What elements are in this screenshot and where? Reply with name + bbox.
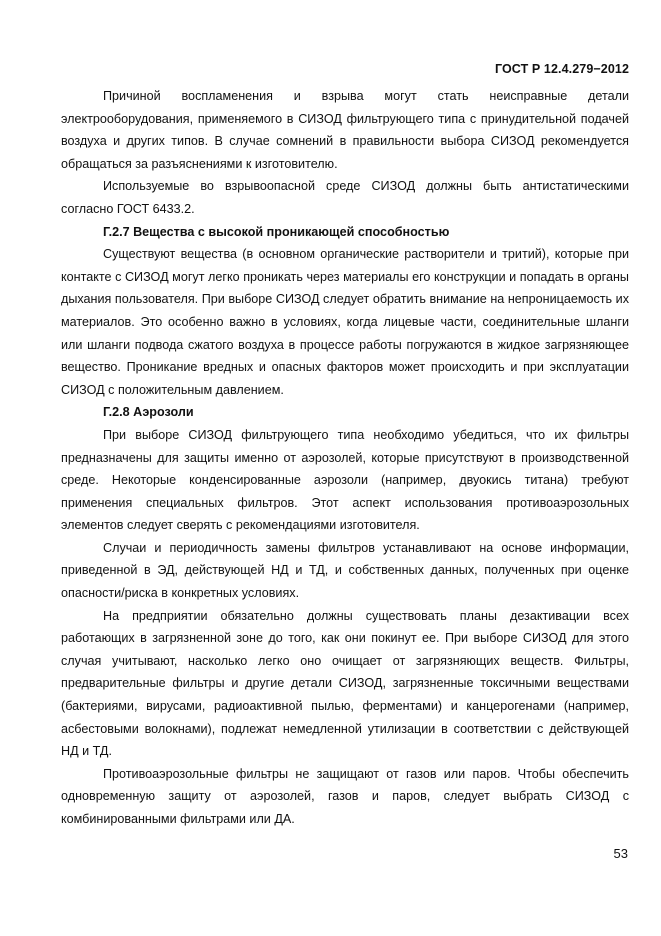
paragraph-decontamination: На предприятии обязательно должны существовать планы дезактивации всех работающих в загрязненной зоне до того, как они покинут ее. При выборе СИЗОД для этого случая учитывают, насколько легко оно очищает от загрязняющих веществ. Фильтры, предварительные фильтры и другие детали СИЗОД, загрязненные токсичными веществами (бактериями, вирусами, радиоактивной пылью, ферментами) и канцерогенами (например, асбестовыми волокнами), подлежат немедленной утилизации в соответствии с действующей НД и ТД. bbox=[61, 608, 629, 759]
section-heading-g-2-7: Г.2.7 Вещества с высокой проникающей способностью bbox=[103, 224, 450, 239]
paragraph-penetrating-substances: Существуют вещества (в основном органические растворители и тритий), которые при контакте с СИЗОД могут легко проникать через материалы его конструкции и попадать в органы дыхания пользователя. При выборе СИЗОД следует обратить внимание на непроницаемость их материалов. Это особенно важно в условиях, когда лицевые части, соединительные шланги или шланги подвода сжатого воздуха в процессе работы погружаются в жидкое загрязняющее вещество. Проникание вредных и опасных факторов может происходить и при эксплуатации СИЗОД с положительным давлением. bbox=[61, 247, 629, 397]
page-body bbox=[61, 85, 629, 831]
section-heading-g-2-8: Г.2.8 Аэрозоли bbox=[103, 405, 194, 420]
paragraph-aerosol-filters: При выборе СИЗОД фильтрующего типа необходимо убедиться, что их фильтры предназначены для защиты именно от аэрозолей, которые присутствуют в производственной среде. Некоторые конденсированные аэрозоли (например, двуокись титана) требуют применения специальных фильтров. Этот аспект использования противоаэрозольных элементов следует сверять с рекомендациями изготовителя. bbox=[61, 427, 629, 533]
page-number: 53 bbox=[613, 846, 628, 861]
paragraph-ignition-causes: Причиной воспламенения и взрыва могут стать неисправные детали электрооборудования, применяемого в СИЗОД фильтрующего типа с принудительной подачей воздуха и других типов. В случае сомнений в правильности выбора СИЗОД рекомендуется обращаться за разъяснениями к изготовителю. bbox=[61, 89, 629, 171]
paragraph-filter-replacement: Случаи и периодичность замены фильтров устанавливают на основе информации, приведенной в ЭД, действующей НД и ТД, и собственных данных, полученных при оценке опасности/риска в конкретных условиях. bbox=[61, 540, 629, 601]
paragraph-antistatic: Используемые во взрывоопасной среде СИЗОД должны быть антистатическими согласно ГОСТ 6433.2. bbox=[61, 179, 629, 216]
paragraph-combined-filters: Противоаэрозольные фильтры не защищают от газов или паров. Чтобы обеспечить одновременную защиту от аэрозолей, газов и паров, следует выбрать СИЗОД с комбинированными фильтрами или ДА. bbox=[61, 766, 629, 826]
standard-number: ГОСТ Р 12.4.279−2012 bbox=[494, 62, 629, 76]
document-header bbox=[495, 62, 629, 76]
